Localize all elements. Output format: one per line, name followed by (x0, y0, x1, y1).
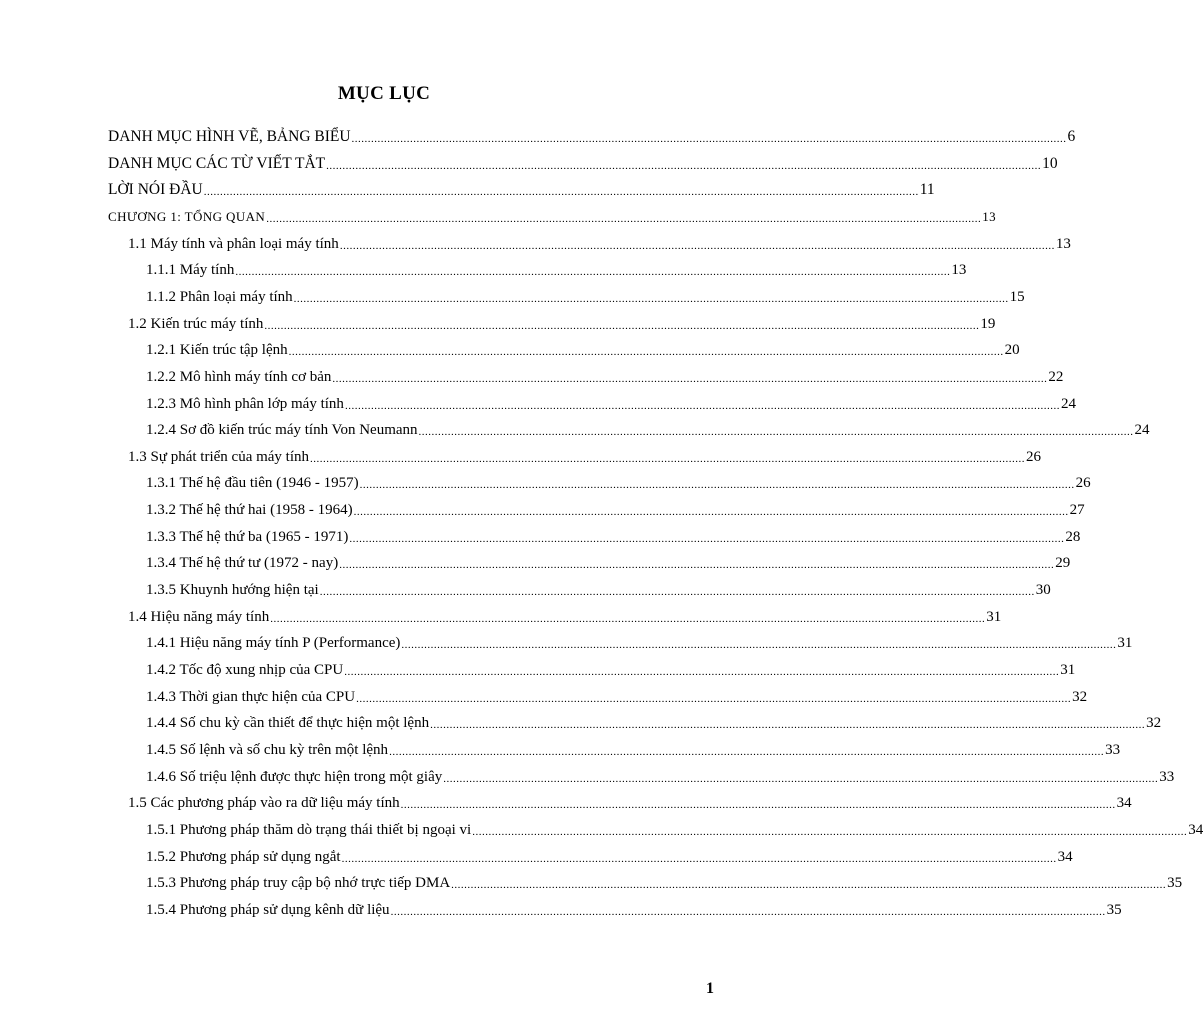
toc-entry-title: 1.4.4 Số chu kỳ cần thiết để thực hiện một lệnh (146, 715, 430, 732)
toc-entry[interactable] (146, 813, 1203, 839)
toc-entry-title: CHƯƠNG 1: TỔNG QUAN (108, 208, 266, 224)
toc-entry[interactable] (146, 866, 1183, 892)
toc-entry[interactable] (146, 493, 1085, 519)
toc-entry[interactable] (146, 653, 1076, 679)
toc-entry[interactable] (108, 173, 935, 199)
toc-entry-page: 13 (982, 208, 997, 224)
toc-entry-title: 1.3.5 Khuynh hướng hiện tại (146, 582, 319, 599)
toc-leader-dots: ............................................................................................................................................................................................................................ (351, 133, 1067, 145)
toc-entry[interactable] (108, 147, 1058, 173)
toc-entry[interactable] (146, 546, 1071, 572)
page-title: MỤC LỤC (337, 83, 431, 104)
toc-entry-title: 1.3.3 Thế hệ thứ ba (1965 - 1971) (146, 528, 349, 545)
toc-leader-dots: ............................................................................................................................................................................................................................ (288, 346, 1004, 359)
toc-leader-dots: ............................................................................................................................................................................................................................ (443, 772, 1159, 785)
toc-leader-dots: ............................................................................................................................................................................................................................ (430, 719, 1146, 732)
toc-entry[interactable] (146, 680, 1088, 706)
toc-entry-title: 1.2.3 Mô hình phân lớp máy tính (146, 395, 344, 412)
toc-entry[interactable] (108, 120, 1076, 146)
toc-entry[interactable] (146, 387, 1076, 413)
toc-entry-title: 1.4.3 Thời gian thực hiện của CPU (146, 688, 356, 705)
toc-entry-page: 35 (1167, 875, 1183, 892)
toc-leader-dots: ............................................................................................................................................................................................................................ (356, 692, 1072, 705)
toc-leader-dots: ............................................................................................................................................................................................................................ (451, 879, 1167, 892)
toc-entry-title: 1.1.2 Phân loại máy tính (146, 288, 293, 305)
toc-entry-title: 1.3.1 Thế hệ đầu tiên (1946 - 1957) (146, 475, 359, 492)
toc-entry-page: 28 (1065, 528, 1081, 545)
toc-entry-title: 1.4.6 Số triệu lệnh được thực hiện trong một giây (146, 768, 443, 785)
toc-entry-page: 13 (951, 262, 967, 279)
toc-leader-dots: ............................................................................................................................................................................................................................ (203, 186, 919, 199)
toc-entry-page: 24 (1060, 395, 1076, 412)
toc-entry-title: LỜI NÓI ĐẦU (108, 181, 203, 199)
toc-entry[interactable] (146, 626, 1133, 652)
toc-entry-page: 6 (1067, 128, 1076, 145)
toc-entry-title: 1.5.3 Phương pháp truy cập bộ nhớ trực tiếp DMA (146, 875, 451, 892)
toc-entry-page: 26 (1026, 448, 1042, 465)
toc-leader-dots: ............................................................................................................................................................................................................................ (344, 399, 1060, 412)
toc-entry-page: 31 (986, 608, 1002, 625)
toc-leader-dots: ............................................................................................................................................................................................................................ (390, 905, 1106, 918)
toc-entry-title: DANH MỤC CÁC TỪ VIẾT TẮT (108, 154, 326, 172)
toc-leader-dots: ............................................................................................................................................................................................................................ (264, 319, 980, 332)
toc-entry[interactable] (146, 840, 1073, 866)
toc-entry[interactable] (128, 786, 1132, 812)
toc-entry-page: 15 (1009, 288, 1025, 305)
toc-entry-title: 1.2 Kiến trúc máy tính (128, 315, 264, 332)
toc-entry[interactable] (146, 333, 1020, 359)
toc-leader-dots: ............................................................................................................................................................................................................................ (359, 479, 1075, 492)
toc-entry-page: 27 (1069, 502, 1085, 519)
toc-entry-page: 20 (1004, 342, 1020, 359)
toc-entry-title: 1.5.2 Phương pháp sử dụng ngắt (146, 848, 341, 865)
toc-leader-dots: ............................................................................................................................................................................................................................ (418, 426, 1134, 439)
toc-entry[interactable] (146, 253, 967, 279)
toc-entry-title: 1.3.2 Thế hệ thứ hai (1958 - 1964) (146, 502, 353, 519)
toc-entry-page: 29 (1055, 555, 1071, 572)
toc-entry-page: 33 (1105, 741, 1121, 758)
toc-entry[interactable] (146, 893, 1122, 919)
toc-entry-title: DANH MỤC HÌNH VẼ, BẢNG BIỂU (108, 128, 351, 145)
toc-entry-page: 31 (1117, 635, 1133, 652)
toc-entry-page: 13 (1055, 235, 1071, 252)
page-number: 1 (706, 980, 714, 997)
toc-entry-title: 1.5.4 Phương pháp sử dụng kênh dữ liệu (146, 901, 390, 918)
toc-entry[interactable] (146, 760, 1175, 786)
toc-leader-dots: ............................................................................................................................................................................................................................ (266, 212, 982, 225)
toc-entry-title: 1.5 Các phương pháp vào ra dữ liệu máy tính (128, 795, 400, 812)
toc-entry[interactable] (146, 520, 1081, 546)
toc-entry[interactable] (128, 307, 996, 333)
toc-entry-title: 1.2.1 Kiến trúc tập lệnh (146, 342, 288, 359)
toc-leader-dots: ............................................................................................................................................................................................................................ (235, 266, 951, 279)
toc-leader-dots: ............................................................................................................................................................................................................................ (326, 159, 1042, 172)
toc-entry[interactable] (108, 200, 997, 226)
toc-entry-page: 22 (1048, 368, 1064, 385)
toc-leader-dots: ............................................................................................................................................................................................................................ (400, 799, 1116, 812)
toc-entry-title: 1.1 Máy tính và phân loại máy tính (128, 235, 339, 252)
toc-leader-dots: ............................................................................................................................................................................................................................ (341, 852, 1057, 865)
toc-entry-page: 32 (1072, 688, 1088, 705)
toc-entry-page: 24 (1134, 422, 1150, 439)
toc-leader-dots: ............................................................................................................................................................................................................................ (344, 666, 1060, 678)
toc-entry-title: 1.3 Sự phát triển của máy tính (128, 448, 310, 465)
toc-leader-dots: ............................................................................................................................................................................................................................ (401, 639, 1117, 652)
toc-leader-dots: ............................................................................................................................................................................................................................ (332, 372, 1048, 385)
toc-entry[interactable] (146, 413, 1150, 439)
toc-entry-page: 35 (1106, 901, 1122, 918)
toc-entry[interactable] (146, 360, 1064, 386)
toc-entry-title: 1.5.1 Phương pháp thăm dò trạng thái thiết bị ngoại vi (146, 821, 472, 838)
toc-entry[interactable] (128, 227, 1071, 253)
toc-leader-dots: ............................................................................................................................................................................................................................ (319, 586, 1035, 599)
toc-entry-page: 31 (1060, 662, 1076, 678)
toc-entry-title: 1.4.2 Tốc độ xung nhịp của CPU (146, 662, 344, 678)
toc-entry-page: 10 (1042, 154, 1058, 172)
toc-entry-page: 26 (1075, 475, 1091, 492)
toc-leader-dots: ............................................................................................................................................................................................................................ (339, 559, 1055, 572)
toc-entry-title: 1.4.5 Số lệnh và số chu kỳ trên một lệnh (146, 741, 389, 758)
toc-entry[interactable] (146, 706, 1162, 732)
toc-leader-dots: ............................................................................................................................................................................................................................ (339, 239, 1055, 252)
toc-entry-title: 1.4.1 Hiệu năng máy tính P (Performance) (146, 635, 401, 652)
toc-entry[interactable] (146, 573, 1051, 599)
toc-entry-title: 1.2.2 Mô hình máy tính cơ bản (146, 368, 332, 385)
toc-entry[interactable] (128, 440, 1042, 466)
toc-entry[interactable] (146, 733, 1121, 759)
toc-entry-page: 34 (1116, 795, 1132, 812)
toc-leader-dots: ............................................................................................................................................................................................................................ (389, 745, 1105, 758)
toc-entry[interactable] (146, 280, 1025, 306)
toc-entry-page: 19 (980, 315, 996, 332)
toc-entry-page: 33 (1159, 768, 1175, 785)
toc-entry-page: 34 (1188, 821, 1203, 838)
toc-leader-dots: ............................................................................................................................................................................................................................ (293, 292, 1009, 305)
toc-entry[interactable] (128, 600, 1002, 626)
toc-leader-dots: ............................................................................................................................................................................................................................ (472, 825, 1188, 838)
toc-entry-title: 1.1.1 Máy tính (146, 262, 235, 279)
toc-leader-dots: ............................................................................................................................................................................................................................ (349, 532, 1065, 545)
toc-leader-dots: ............................................................................................................................................................................................................................ (353, 506, 1069, 519)
toc-entry-title: 1.2.4 Sơ đồ kiến trúc máy tính Von Neumann (146, 422, 418, 439)
toc-entry-page: 11 (919, 181, 935, 199)
toc-entry-page: 32 (1146, 715, 1162, 732)
toc-entry[interactable] (146, 466, 1091, 492)
toc-entry-title: 1.4 Hiệu năng máy tính (128, 608, 270, 625)
toc-entry-title: 1.3.4 Thế hệ thứ tư (1972 - nay) (146, 555, 339, 572)
toc-leader-dots: ............................................................................................................................................................................................................................ (270, 612, 986, 625)
toc-entry-page: 34 (1057, 848, 1073, 865)
toc-entry-page: 30 (1035, 582, 1051, 599)
toc-leader-dots: ............................................................................................................................................................................................................................ (310, 452, 1026, 465)
